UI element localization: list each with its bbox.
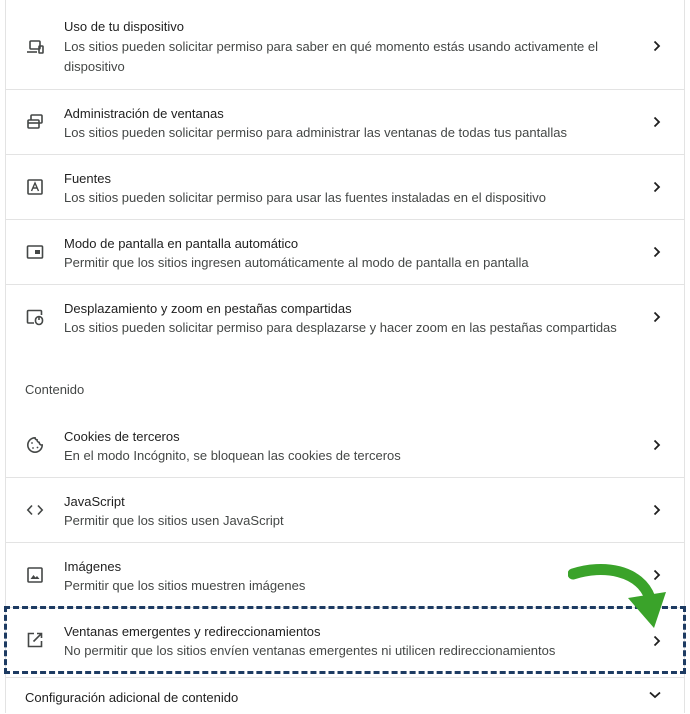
content-title: Cookies de terceros: [64, 429, 180, 444]
image-icon: [24, 564, 46, 586]
permission-title: Fuentes: [64, 171, 111, 186]
content-description: Permitir que los sitios usen JavaScript: [64, 513, 284, 528]
permission-title: Modo de pantalla en pantalla automático: [64, 236, 299, 251]
permission-description: Los sitios pueden solicitar permiso para saber en qué momento estás usando activamente el dispositivo: [64, 39, 599, 74]
additional-content-settings-label: Configuración adicional de contenido: [25, 690, 239, 705]
permission-title: Administración de ventanas: [64, 106, 224, 121]
permission-description: Los sitios pueden solicitar permiso para desplazarse y hacer zoom en las pestañas compartidas: [64, 320, 617, 335]
content-title: Ventanas emergentes y redireccionamientos: [64, 624, 321, 639]
chevron-right-icon: [650, 115, 664, 129]
content-row-third-party-cookies[interactable]: [6, 413, 684, 477]
chevron-right-icon: [650, 39, 664, 53]
chevron-right-icon: [650, 180, 664, 194]
picture-in-picture-icon: [24, 241, 46, 263]
permission-row-fonts[interactable]: [6, 154, 684, 220]
content-description: En el modo Incógnito, se bloquean las cookies de terceros: [64, 448, 401, 463]
fonts-icon: [24, 176, 46, 198]
chevron-right-icon: [650, 245, 664, 259]
permission-row-scroll-zoom[interactable]: [6, 284, 684, 351]
chevron-right-icon: [650, 310, 664, 324]
open-in-new-icon: [24, 629, 46, 651]
content-row-javascript[interactable]: [6, 477, 684, 543]
scroll-zoom-icon: [24, 306, 46, 328]
window-management-icon: [24, 111, 46, 133]
chevron-right-icon: [650, 568, 664, 582]
content-description: No permitir que los sitios envíen ventanas emergentes ni utilicen redireccionamientos: [64, 643, 556, 658]
chevron-down-icon: [648, 690, 662, 704]
additional-content-settings[interactable]: [6, 677, 684, 714]
permission-description: Permitir que los sitios ingresen automáticamente al modo de pantalla en pantalla: [64, 255, 529, 270]
site-settings-panel: [5, 0, 685, 713]
content-row-popups-redirects[interactable]: [6, 607, 684, 678]
permission-row-picture-in-picture[interactable]: [6, 219, 684, 285]
permission-title: Uso de tu dispositivo: [64, 19, 184, 34]
chevron-right-icon: [650, 438, 664, 452]
permission-description: Los sitios pueden solicitar permiso para administrar las ventanas de todas tus pantallas: [64, 125, 567, 140]
content-title: JavaScript: [64, 494, 125, 509]
permission-title: Desplazamiento y zoom en pestañas compartidas: [64, 301, 352, 316]
content-title: Imágenes: [64, 559, 122, 574]
permission-description: Los sitios pueden solicitar permiso para usar las fuentes instaladas en el dispositivo: [64, 190, 546, 205]
permission-row-window-management[interactable]: [6, 89, 684, 155]
section-title-content: Contenido: [25, 382, 85, 397]
code-icon: [24, 499, 46, 521]
chevron-right-icon: [650, 503, 664, 517]
device-usage-icon: [24, 36, 46, 58]
cookie-icon: [24, 434, 46, 456]
chevron-right-icon: [650, 634, 664, 648]
content-row-images[interactable]: [6, 542, 684, 608]
content-description: Permitir que los sitios muestren imágenes: [64, 578, 306, 593]
permission-row-device-usage[interactable]: [6, 0, 684, 89]
